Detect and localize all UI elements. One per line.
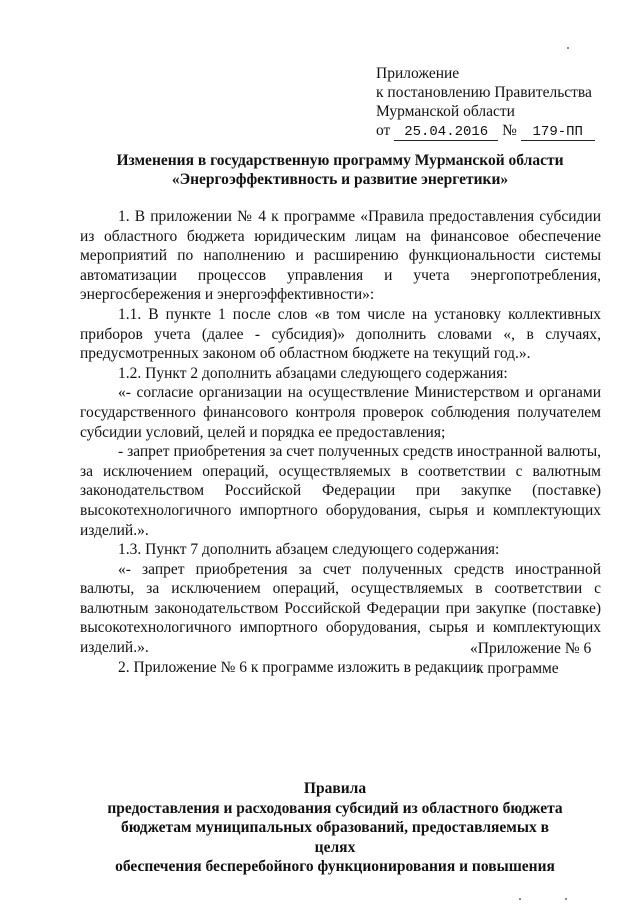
rules-line-1: предоставления и расходования субсидий из областного бюджета [107, 799, 563, 817]
program-appendix-label [470, 639, 605, 679]
appendix-stamp [376, 64, 626, 141]
scan-speck [519, 898, 521, 900]
heading-line-2: «Энергоэффективность и развитие энергетики» [171, 171, 509, 188]
program-appendix-line-2: к программе [476, 660, 559, 677]
scan-speck [565, 898, 567, 900]
paragraph: 1.2. Пункт 2 дополнить абзацами следующего содержания: [118, 364, 508, 382]
scan-speck [567, 47, 569, 49]
document-body [80, 207, 601, 677]
appendix-line-1: Приложение [376, 65, 460, 82]
paragraph: «- согласие организации на осуществление Министерством и органами государственного финансового контроля проверок соблюдения получателем субсидии условий, целей и порядка ее предоставления; [80, 384, 601, 441]
date-prefix: от [376, 122, 391, 139]
appendix-line-3: Мурманской области [376, 103, 515, 120]
paragraph: - запрет приобретения за счет полученных средств иностранной валюты, за исключением операций, осуществляемых в соответствии с валютным законодательством Российской Федерации при закупке (поставке) высокотехнологичного импортного оборудования, сырья и комплектующих изделий.». [80, 443, 601, 539]
paragraph: 2. Приложение № 6 к программе изложить в редакции: [118, 658, 481, 676]
paragraph: 1. В приложении № 4 к программе «Правила предоставления субсидии из областного бюджета юридическим лицам на финансовое обеспечение мероприятий по наполнению и расширению функциональности системы автоматизации процессов управления и учета энергопотребления, энергосбережения и энергоэффективности»: [80, 208, 601, 304]
number-sign: № [502, 122, 517, 139]
decree-number: 179-ПП [521, 124, 595, 141]
paragraph: 1.3. Пункт 7 дополнить абзацем следующего содержания: [118, 541, 500, 559]
decree-date: 25.04.2016 [394, 124, 498, 141]
rules-title: Правила [303, 780, 367, 797]
program-appendix-line-1: «Приложение № 6 [470, 640, 592, 657]
appendix-line-2: к постановлению Правительства [376, 84, 592, 101]
rules-heading [100, 779, 570, 877]
paragraph: 1.1. В пункте 1 после слов «в том числе на установку коллективных приборов учета (далее - субсидия)» дополнить словами «, в случаях, предусмотренных законом об областном бюджете на текущий год.». [80, 305, 601, 363]
appendix-date-line [376, 121, 626, 141]
document-heading [80, 151, 600, 189]
rules-line-3: обеспечения бесперебойного функционирования и повышения [115, 858, 555, 876]
paragraph: «- запрет приобретения за счет полученных средств иностранной валюты, за исключением операций, осуществляемых в соответствии с валютным законодательством Российской Федерации при закупке (поставке) высокотехнологичного импортного оборудования, сырья и комплектующих изделий.». [80, 560, 601, 657]
heading-line-1: Изменения в государственную программу Мурманской области [116, 152, 564, 169]
rules-line-2: бюджетам муниципальных образований, предоставляемых в целях [121, 819, 549, 856]
